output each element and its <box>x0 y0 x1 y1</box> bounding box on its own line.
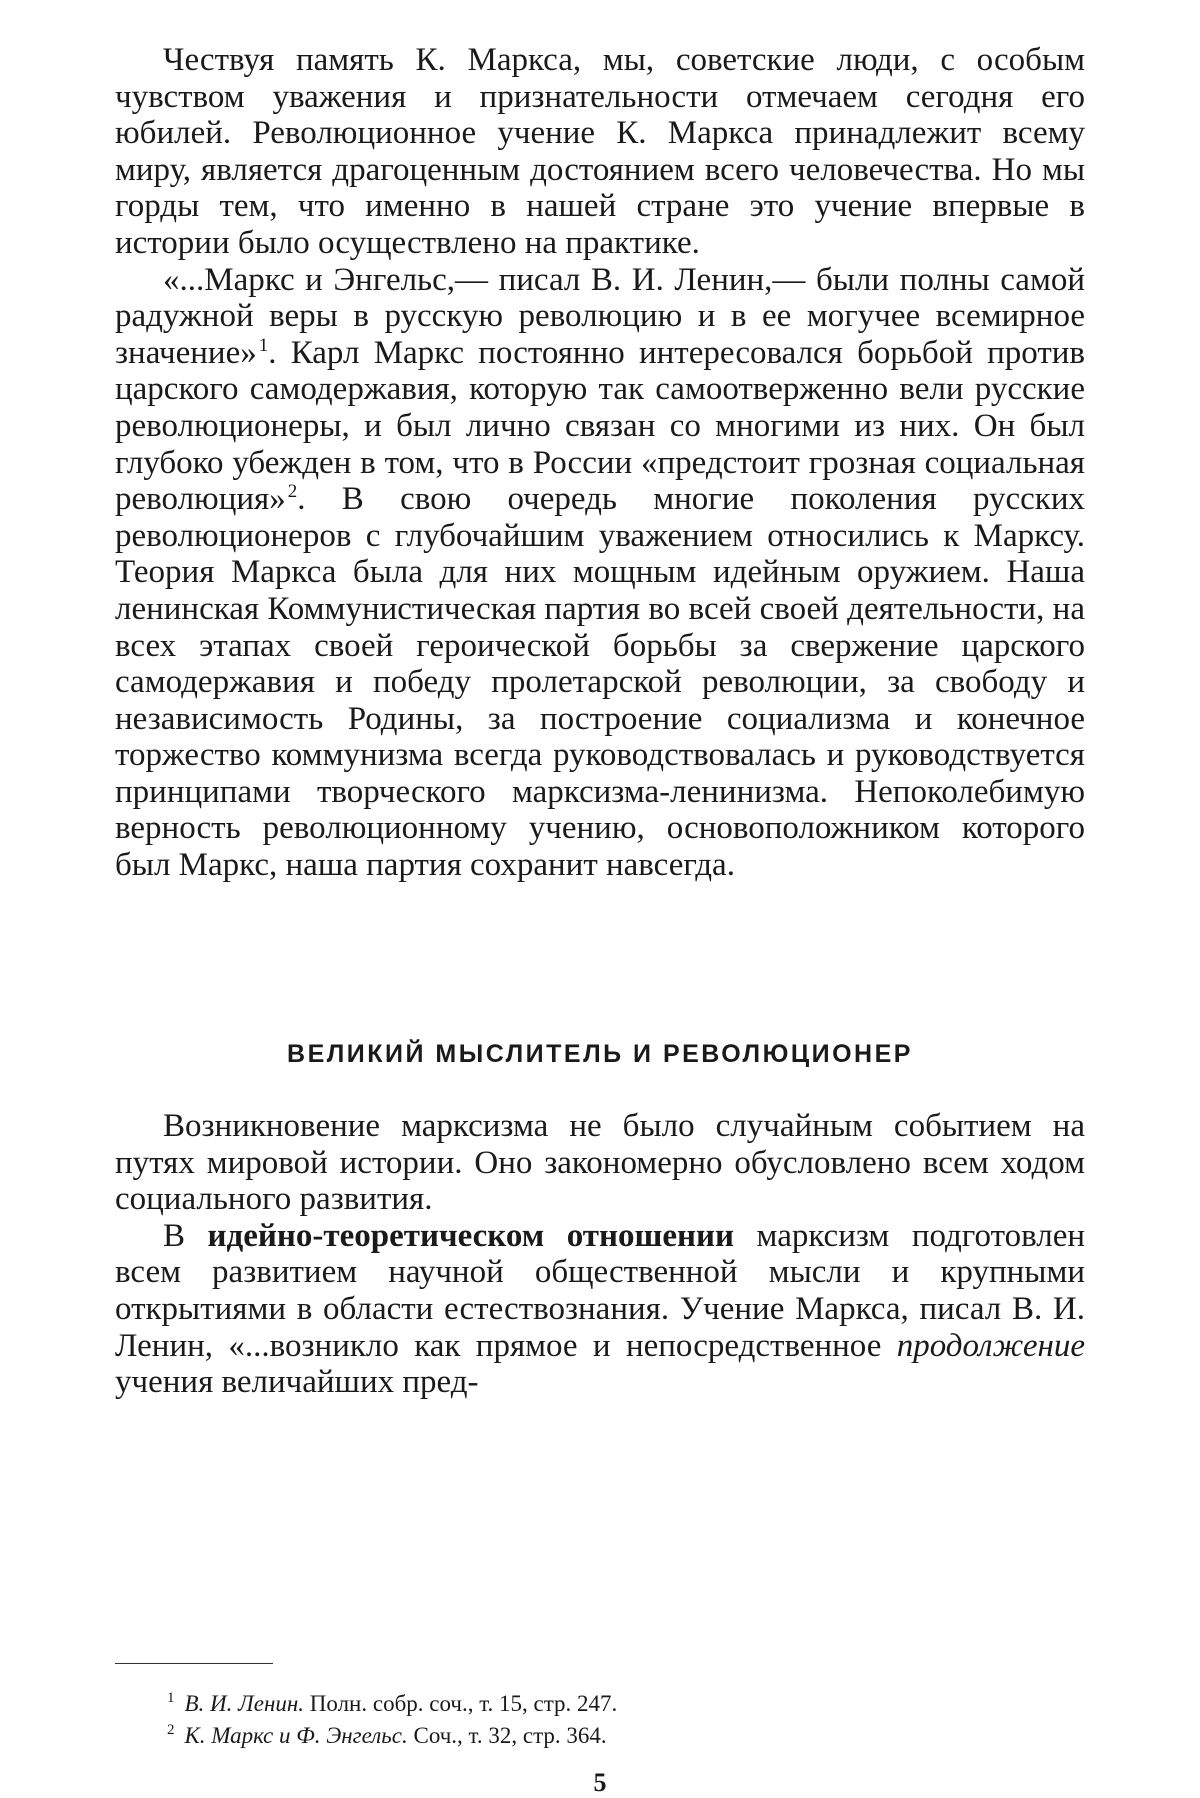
paragraph-4 <box>115 1218 1085 1401</box>
paragraph-1-text: Чествуя память К. Маркса, мы, советские люди, с особым чувством уважения и признательности отмечаем сегодня его юбилей. Революционное учение К. Маркса принадлежит всему миру, является драгоценным достоянием всего человечества. Но мы горды тем, что именно в нашей стране это учение впервые в истории было осуществлено на практике. <box>115 42 1085 261</box>
footnotes <box>167 1688 1067 1752</box>
text-block-top <box>115 42 1085 884</box>
footnote-1-mark: 1 <box>167 1690 175 1707</box>
paragraph-2 <box>115 262 1085 884</box>
paragraph-4-part1: марксизм подготовлен всем развитием научной общественной мысли и крупными открытиями в области естествознания. Учение Маркса, писал В. И. Ленин, «...возникло как прямое и непосредственное <box>115 1217 1085 1364</box>
footnote-2-source: Соч., т. 32, стр. 364. <box>407 1723 607 1748</box>
paragraph-4-bold: идейно-теоретическом отношении <box>207 1217 735 1254</box>
paragraph-4-part2: учения величайших пред- <box>115 1364 479 1401</box>
footnote-2 <box>167 1720 1067 1752</box>
footnote-2-author: К. Маркс и Ф. Энгельс. <box>184 1723 408 1748</box>
paragraph-4-italic: продолжение <box>896 1327 1085 1364</box>
page-number: 5 <box>593 1768 607 1797</box>
text-block-bottom <box>115 1108 1085 1401</box>
footnote-1 <box>167 1688 1067 1720</box>
footnote-1-source: Полн. собр. соч., т. 15, стр. 247. <box>304 1691 618 1716</box>
paragraph-1 <box>115 42 1085 262</box>
footnote-divider <box>115 1663 273 1664</box>
footnote-ref-1[interactable]: 1 <box>258 334 269 356</box>
paragraph-2-part2: . Карл Маркс постоянно интересовался борьбой против царского самодержавия, которую так самоотверженно вели русские революционеры, и был лично связан со многими из них. Он был глубоко убежден в том, что в России «предстоит грозная социальная революция» <box>115 334 1085 518</box>
footnote-ref-2[interactable]: 2 <box>287 481 298 503</box>
paragraph-3 <box>115 1108 1085 1218</box>
section-heading: ВЕЛИКИЙ МЫСЛИТЕЛЬ И РЕВОЛЮЦИОНЕР <box>287 1040 913 1068</box>
book-page <box>115 40 1085 1797</box>
footnote-1-author: В. И. Ленин. <box>184 1691 305 1716</box>
paragraph-4-lead: В <box>163 1217 208 1254</box>
paragraph-3-text: Возникновение марксизма не было случайным событием на путях мировой истории. Оно закономерно обусловлено всем ходом социального развития. <box>115 1108 1085 1218</box>
paragraph-2-part3: . В свою очередь многие поколения русских революционеров с глубочайшим уважением относились к Марксу. Теория Маркса была для них мощным идейным оружием. Наша ленинская Коммунистическая партия во всей своей деятельности, на всех этапах своей героической борьбы за свержение царского самодержавия и победу пролетарской революции, за свободу и независимость Родины, за построение социализма и конечное торжество коммунизма всегда руководствовалась и руководствуется принципами творческого марксизма-ленинизма. Непоколебимую верность революционному учению, основоположником которого был Маркс, наша партия сохранит навсегда. <box>115 481 1085 884</box>
paragraph-2-part1: «...Маркс и Энгельс,— писал В. И. Ленин,— были полны самой радужной веры в русскую революцию и в ее могучее всемирное значение» <box>115 261 1085 371</box>
footnote-2-mark: 2 <box>167 1722 175 1739</box>
